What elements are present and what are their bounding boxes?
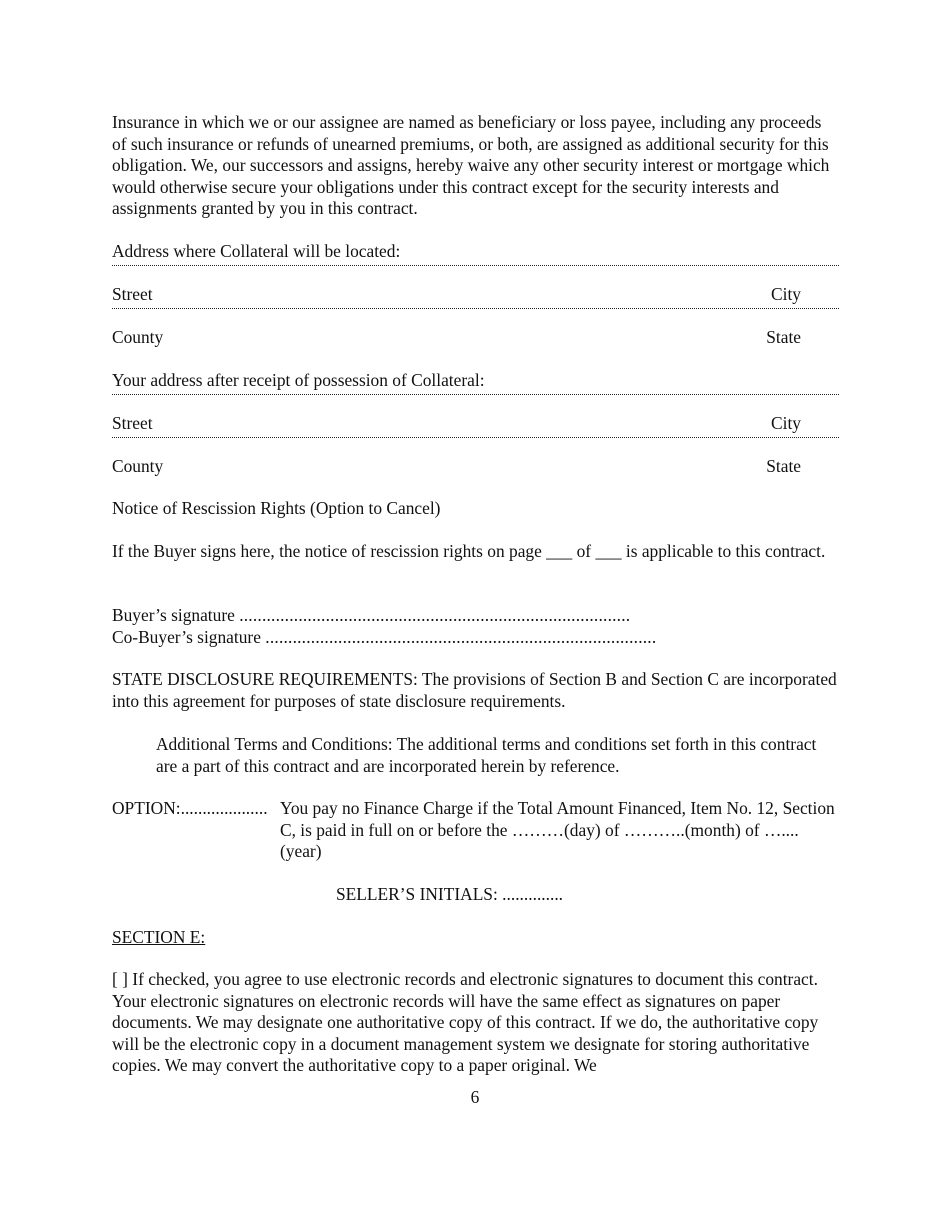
buyer-signature-dots: ...................................................................................... [239, 605, 631, 625]
buyer-signature-line[interactable] [112, 605, 631, 627]
collateral-county-state-line [112, 306, 839, 309]
cobuyer-signature-dots: ...................................................................................... [265, 627, 657, 647]
county-label: County [112, 456, 164, 476]
section-e-paragraph: [ ] If checked, you agree to use electronic records and electronic signatures to document this contract. Your electronic signatures on electronic records will have the same effect as signatures on paper documents. We may designate one authoritative copy of this contract. If we do, the authoritative copy will be the electronic copy in a document management system we designate for storing authoritative copies. We may convert the authoritative copy to a paper original. We [112, 969, 819, 1075]
rescission-heading: Notice of Rescission Rights (Option to Cancel) [112, 498, 441, 518]
state-disclosure-paragraph: STATE DISCLOSURE REQUIREMENTS: The provisions of Section B and Section C are incorporated into this agreement for purposes of state disclosure requirements. [112, 669, 837, 711]
buyer-county-state-line [112, 435, 839, 438]
seller-initials: SELLER’S INITIALS: .............. [336, 884, 564, 904]
cobuyer-signature-label: Co-Buyer’s signature [112, 627, 261, 647]
collateral-address-heading: Address where Collateral will be located: [112, 241, 401, 261]
state-label: State [766, 456, 801, 476]
city-label: City [771, 413, 801, 433]
additional-terms-paragraph: Additional Terms and Conditions: The additional terms and conditions set forth in this contract are a part of this contract and are incorporated herein by reference. [156, 734, 817, 776]
buyer-signature-label: Buyer’s signature [112, 605, 235, 625]
option-text: You pay no Finance Charge if the Total Amount Financed, Item No. 12, Section C, is paid in full on or before the ………(day) of ………..(month) of …....(year) [280, 798, 835, 861]
option-label: OPTION:.................... [112, 798, 268, 818]
insurance-paragraph: Insurance in which we or our assignee are named as beneficiary or loss payee, including any proceeds of such insurance or refunds of unearned premiums, or both, are assigned as additional security for this obligation. We, our successors and assigns, hereby waive any other security interest or mortgage which would otherwise secure your obligations under this contract except for the security interests and assignments granted by you in this contract. [112, 112, 830, 218]
cobuyer-signature-line[interactable] [112, 627, 657, 649]
street-label: Street [112, 413, 153, 433]
collateral-street-city-line [112, 263, 839, 266]
city-label: City [771, 284, 801, 304]
page-number: 6 [470, 1087, 480, 1107]
rescission-text: If the Buyer signs here, the notice of rescission rights on page ___ of ___ is applicable to this contract. [112, 541, 826, 561]
street-label: Street [112, 284, 153, 304]
county-label: County [112, 327, 164, 347]
state-label: State [766, 327, 801, 347]
buyer-street-city-line [112, 392, 839, 395]
section-e-heading: SECTION E: [112, 927, 206, 947]
buyer-address-heading: Your address after receipt of possession of Collateral: [112, 370, 485, 390]
